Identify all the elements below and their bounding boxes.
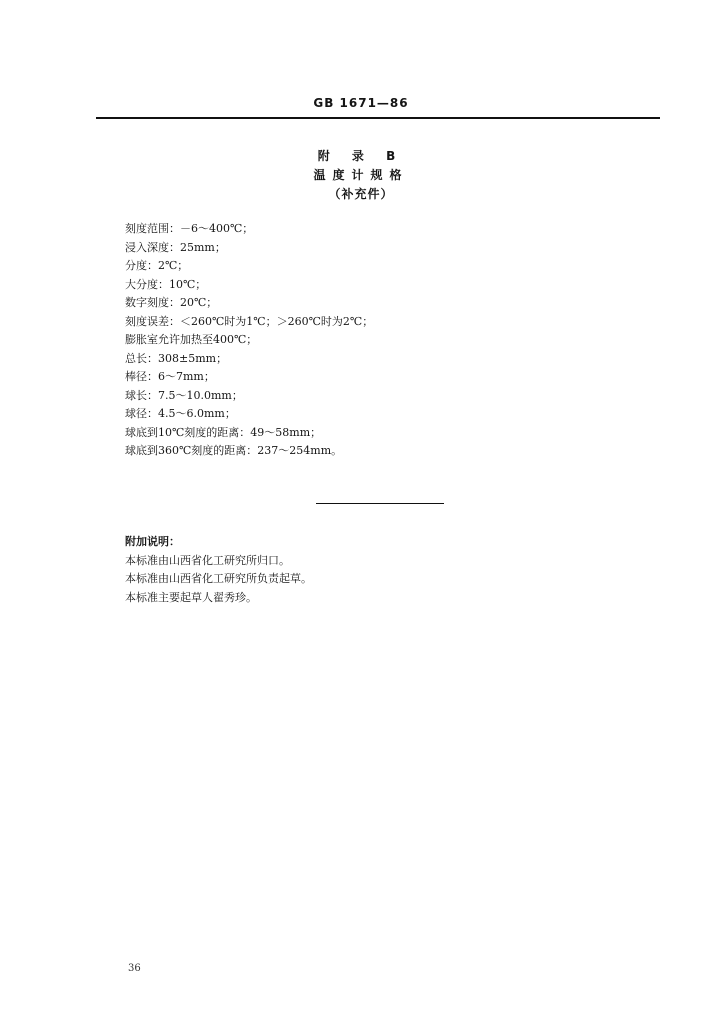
standard-code: GB 1671—86 — [313, 96, 409, 110]
appendix-subtitle: 温度计规格 — [313, 168, 409, 182]
section-divider — [316, 503, 444, 504]
spec-item: 球长：7.5～10.0mm； — [125, 388, 243, 402]
spec-item: 膨胀室允许加热至400℃； — [125, 333, 258, 346]
notes-title: 附加说明： — [125, 535, 180, 548]
spec-item: 球底到10℃刻度的距离：49～58mm； — [125, 425, 322, 439]
notes-line: 本标准由山西省化工研究所负责起草。 — [125, 572, 312, 585]
header-rule — [96, 117, 660, 119]
page-number: 36 — [128, 963, 141, 974]
spec-item: 球底到360℃刻度的距离：237～254mm。 — [125, 444, 343, 457]
spec-item: 分度：2℃； — [125, 259, 189, 272]
spec-item: 刻度误差：＜260℃时为1℃；＞260℃时为2℃； — [125, 314, 374, 328]
additional-notes — [125, 533, 645, 607]
spec-item: 球径：4.5～6.0mm； — [125, 407, 236, 420]
spec-item: 浸入深度：25mm； — [125, 240, 226, 254]
notes-line: 本标准主要起草人翟秀珍。 — [125, 590, 257, 604]
appendix-note: （补充件） — [328, 187, 394, 201]
spec-item: 总长：308±5mm； — [125, 351, 228, 365]
appendix-title: 附 录 B — [317, 149, 405, 163]
spec-item: 棒径：6～7mm； — [125, 370, 215, 383]
spec-item: 刻度范围：－6～400℃； — [125, 222, 254, 235]
notes-line: 本标准由山西省化工研究所归口。 — [125, 553, 290, 567]
spec-item: 大分度：10℃； — [125, 277, 207, 291]
appendix-heading — [0, 147, 722, 204]
spec-item: 数字刻度：20℃； — [125, 296, 218, 309]
spec-list — [125, 220, 645, 461]
